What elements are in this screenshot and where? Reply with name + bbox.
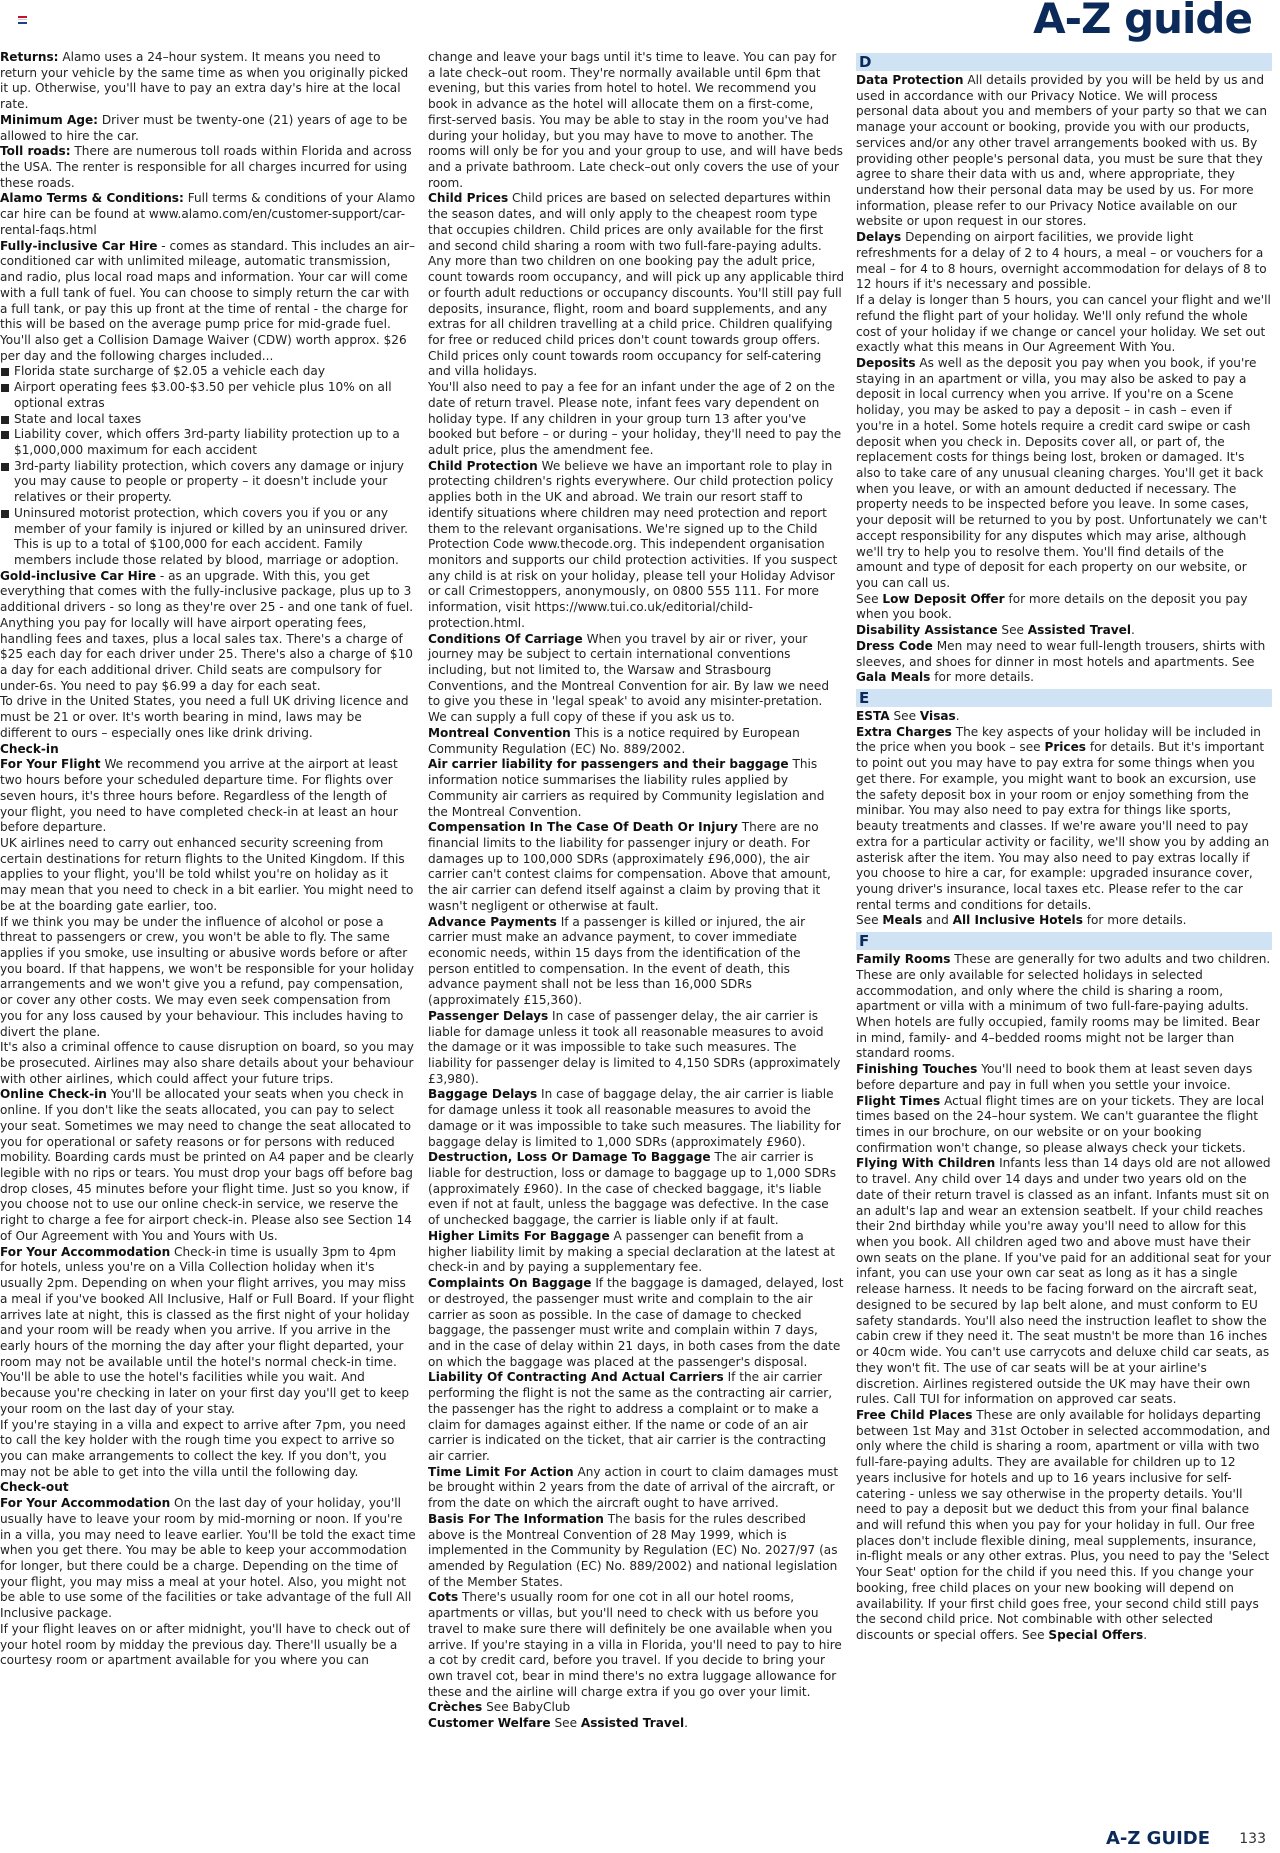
column-2 xyxy=(428,50,844,1810)
term-text: change and leave your bags until it's time to leave. You can pay for a late check–out room. They're normally available until 6pm that evening, but this varies from hotel to hotel. We recommend you book in advance as the hotel will allocate them on a first-come, first-served basis. You may be able to stay in the room you've had during your holiday, but you may have to move to another. The rooms will only be for you and your group to use, and will have beds and a private bathroom. Late check–out only covers the use of your room. xyxy=(428,50,843,190)
bullet-list xyxy=(0,364,416,568)
term-text: There's usually room for one cot in all our hotel rooms, apartments or villas, but you'll need to check with us before you travel to make sure there will definitely be one available when you arrive. If you're staying in a villa in Florida, you'll need to pay to hire a cot by credit card, before you travel. If you decide to bring your own travel cot, bear in mind there's no extra luggage allowance for these and the airline will charge extra if you go over your limit. xyxy=(428,1590,842,1699)
column-3 xyxy=(856,50,1272,1810)
term-text: for more details. xyxy=(1082,913,1187,928)
paragraph xyxy=(0,616,416,695)
term-heading: Returns: xyxy=(0,50,59,64)
term-text: Anything you pay for locally will have airport operating fees, handling fees and taxes, plus a local sales tax. There's a charge of $25 each day for each driver under 25. There's also a charge of $10 a day for each additional driver. Child seats are compulsory for under-6s. You need to pay $6.99 a day for each seat. xyxy=(0,615,413,693)
cross-reference: Assisted Travel xyxy=(580,1716,685,1731)
cross-reference: Assisted Travel xyxy=(1027,623,1132,638)
paragraph xyxy=(428,1716,844,1732)
term-text: It's also a criminal offence to cause disruption on board, so you may be prosecuted. Airlines may also share details about your behaviour with other airlines, which could affect your future trips. xyxy=(0,1040,414,1086)
term-text: You'll need to book them at least seven days before departure and pay in full when you settle your invoice. xyxy=(856,1062,1253,1092)
column-1 xyxy=(0,50,416,1810)
term-text: Driver must be twenty-one (21) years of age to be allowed to hire the car. xyxy=(0,112,408,143)
term-text: A passenger can benefit from a higher liability limit by making a special declaration at the latest at check-in and by paying a supplementary fee. xyxy=(428,1228,836,1275)
term-text: See xyxy=(889,709,920,724)
term-text: UK airlines need to carry out enhanced security screening from certain destinations for return flights to the United Kingdom. If this applies to your flight, you'll be told whilst you're on holiday as it may mean that you need to check in a bit earlier. You might need to be at the boarding gate earlier, too. xyxy=(0,835,414,913)
paragraph xyxy=(428,820,844,914)
term-heading: For Your Accommodation xyxy=(0,1496,171,1511)
term-text: In case of passenger delay, the air carrier is liable for damage unless it took all reasonable measures to avoid the damage or it was impossible to take such measures. The liability for passenger delay is limited to 4,150 SDRs (approximately £3,980). xyxy=(428,1008,841,1086)
term-text: If a delay is longer than 5 hours, you can cancel your flight and we'll refund the flight part of your holiday. We'll only refund the whole cost of your holiday if we change or cancel your holiday. We set out exactly what this means in Our Agreement With You. xyxy=(856,293,1271,355)
footer-label: A-Z GUIDE xyxy=(1105,1828,1210,1849)
term-text: As well as the deposit you pay when you book, if you're staying in an apartment or villa, you may also be asked to pay a deposit in local currency when you arrive. If you're on a Scene holiday, you may be asked to pay a deposit – in cash – even if you're in a hotel. Some hotels require a credit card swipe or cash deposit when you check in. Deposits cover all, or part of, the replacement costs for things being lost, broken or damaged. It's also to take care of any unusual cleaning charges. You'll get it back when you leave, or with an amount deducted if necessary. The property needs to be inspected before you leave. In some cases, your deposit will be returned to you by post. Unfortunately we can't accept responsibility for any disputes which may arise, although we'll try to help you to resolve them. You'll find details of the amount and type of deposit for each property on our website, or you can call us. xyxy=(856,355,1267,590)
term-heading: ESTA xyxy=(856,709,890,724)
paragraph xyxy=(0,1496,416,1622)
paragraph xyxy=(856,913,1272,929)
term-heading: Crèches xyxy=(428,1700,483,1715)
list-item: Uninsured motorist protection, which covers you if you or any member of your family is injured or killed by an uninsured driver. This is up to a total of $100,000 for each accident. Family members include those related by blood, marriage or adoption. xyxy=(0,506,416,569)
cross-reference: All Inclusive Hotels xyxy=(952,913,1083,928)
paragraph xyxy=(0,113,416,144)
term-text: The basis for the rules described above is the Montreal Convention of 28 May 1999, which is implemented in the Community by Regulation (EC) No. 2027/97 (as amended by Regulation (EC) No. 889/2002) and national legislation of the Member States. xyxy=(428,1511,838,1589)
term-heading: Extra Charges xyxy=(856,724,952,739)
term-text: Child prices are based on selected departures within the season dates, and will only apply to the cheapest room type that occupies children. Child prices are only available for the first and second child sharing a room with two full-fare-paying adults. Any more than two children on one booking pay the adult price, count towards room occupancy, and will pick up any applicable third or fourth adult reductions or occupancy discounts. You'll still pay full deposits, insurance, flight, room and board supplements, and any extras for all children travelling at a child price. Children qualifying for free or reduced child prices don't count towards group offers. Child prices only count towards room occupancy for self-catering and villa holidays. xyxy=(428,191,845,379)
cross-reference: Prices xyxy=(1044,740,1086,755)
term-heading: Dress Code xyxy=(856,638,933,653)
term-text: See BabyClub xyxy=(482,1700,571,1715)
term-heading: Passenger Delays xyxy=(428,1008,549,1023)
term-text: All details provided by you will be held by us and used in accordance with our Privacy Notice. We will process personal data about you and members of your party so that we can manage your account or booking, provide you with our products, services and/or any other travel arrangements booked with us. By providing other people's personal data, you must be sure that they agree to share their data with us and, where appropriate, they understand how their personal data may be used by us. For more information, please refer to our Privacy Notice available on our website or upon request in our stores. xyxy=(856,73,1267,229)
term-heading: Toll roads: xyxy=(0,144,71,159)
term-heading: Time Limit For Action xyxy=(428,1464,574,1479)
term-heading: For Your Accommodation xyxy=(0,1244,171,1259)
term-text: and xyxy=(922,913,953,928)
paragraph xyxy=(856,952,1272,1062)
term-heading: Data Protection xyxy=(856,73,964,87)
paragraph xyxy=(0,757,416,836)
term-heading: Destruction, Loss Or Damage To Baggage xyxy=(428,1150,711,1165)
term-text: If the baggage is damaged, delayed, lost or destroyed, the passenger must write and complain to the air carrier as soon as possible. In the case of damage to checked baggage, the passenger must write and complain within 7 days, and in the case of delay within 21 days, in both cases from the date on which the baggage was placed at the passenger's disposal. xyxy=(428,1276,844,1369)
term-text: See xyxy=(856,591,883,606)
term-text: This is a notice required by European Community Regulation (EC) No. 889/2002. xyxy=(428,725,800,756)
cross-reference: Visas xyxy=(919,709,956,724)
term-text: Check-in time is usually 3pm to 4pm for hotels, unless you're on a Villa Collection holiday when it's usually 2pm. Depending on when your flight arrives, you may miss a meal if you've booked All Inclusive, Half or Full Board. If your flight arrives late at night, this is classed as the first night of your holiday and your room will be ready when you arrive. If you arrive in the early hours of the morning the day after your flight departed, your room may not be available until the hotel's normal check-in time. You'll be able to use the hotel's facilities while you wait. And because you're checking in later on your first day you'll get to keep your room on the last day of your stay. xyxy=(0,1244,414,1416)
term-heading: Child Protection xyxy=(428,458,538,473)
section-letter: D xyxy=(856,53,1272,71)
paragraph xyxy=(856,1408,1272,1644)
paragraph xyxy=(428,1150,844,1229)
list-item: 3rd-party liability protection, which covers any damage or injury you may cause to people or property – it doesn't include your relatives or their property. xyxy=(0,459,416,506)
paragraph xyxy=(0,569,416,616)
term-heading: Minimum Age: xyxy=(0,112,99,127)
paragraph xyxy=(856,1156,1272,1408)
section-letter: E xyxy=(856,689,1272,707)
term-text: These are generally for two adults and two children. These are only available for selected holidays in selected accommodation, and only where the child is sharing a room, apartment or villa with a minimum of two full-fare-paying adults. When hotels are fully occupied, family rooms may be limited. Bear in mind, family- and 4–bedded rooms might not be larger than standard rooms. xyxy=(856,952,1271,1061)
page-number: 133 xyxy=(1239,1831,1266,1847)
section-heading: Check-in xyxy=(0,741,59,756)
term-text: . xyxy=(1131,623,1135,638)
term-text: Actual flight times are on your tickets. They are local times based on the 24–hour system. We can't guarantee the flight times in our brochure, on our website or on your booking confirmation won't change, so please always check your tickets. xyxy=(856,1093,1265,1155)
term-text: You'll also need to pay a fee for an infant under the age of 2 on the date of return travel. Please note, infant fees vary dependent on holiday type. If any children in your group turn 13 after you've booked but before – or during – your holiday, they'll need to pay the adult price, plus the amendment fee. xyxy=(428,380,842,457)
term-heading: Fully-inclusive Car Hire xyxy=(0,238,158,253)
term-heading: Flight Times xyxy=(856,1093,941,1108)
paragraph xyxy=(428,459,844,632)
term-text: See xyxy=(550,1716,581,1731)
term-heading: Gold-inclusive Car Hire xyxy=(0,568,157,583)
term-text: - comes as standard. This includes an air–conditioned car with unlimited mileage, automatic transmission, and radio, plus local road maps and information. Your car will come with a full tank of fuel. You can choose to simply return the car with a full tank, or pay this up front at the time of rental - the charge for this will be based on the average pump price for mid-grade fuel. You'll also get a Collision Damage Waiver (CDW) worth approx. $26 per day and the following charges included... xyxy=(0,238,416,363)
term-text: If the air carrier performing the flight is not the same as the contracting air carrier, the passenger has the right to address a complaint or to make a claim for damages against either. If the name or code of an air carrier is indicated on the ticket, that air carrier is the contracting air carrier. xyxy=(428,1370,833,1463)
term-text: . xyxy=(955,709,960,724)
cross-reference: Low Deposit Offer xyxy=(882,591,1005,606)
term-heading: Liability Of Contracting And Actual Carriers xyxy=(428,1370,724,1385)
paragraph xyxy=(0,694,416,741)
paragraph xyxy=(0,191,416,238)
term-heading: Basis For The Information xyxy=(428,1511,604,1526)
term-text: This information notice summarises the liability rules applied by Community air carriers as required by Community legislation and the Montreal Convention. xyxy=(428,757,825,819)
list-item: Liability cover, which offers 3rd-party liability protection up to a $1,000,000 maximum for each accident xyxy=(0,427,416,458)
paragraph xyxy=(0,239,416,365)
section-letter: F xyxy=(856,932,1272,950)
paragraph xyxy=(428,726,844,757)
term-text: See xyxy=(856,913,883,928)
paragraph xyxy=(0,1245,416,1418)
term-text: You'll be allocated your seats when you check in online. If you don't like the seats allocated, you can pay to select your seat. Sometimes we may need to change the seat allocated to you for operational or safety reasons or for persons with reduced mobility. Boarding cards must be printed on A4 paper and be clearly legible with no rips or tears. You must drop your bags off before bag drop closes, 45 minutes before your flight time. Just so you know, if you choose not to use our online check-in service, we reserve the right to charge a fee for airport check-in. Please also see Section 14 of Our Agreement with You and Yours with Us. xyxy=(0,1087,414,1243)
paragraph xyxy=(856,230,1272,293)
cross-reference: Gala Meals xyxy=(856,670,931,685)
term-heading: Finishing Touches xyxy=(856,1062,978,1077)
term-heading: Complaints On Baggage xyxy=(428,1276,592,1291)
term-heading: Customer Welfare xyxy=(428,1716,551,1731)
term-text: . xyxy=(1143,1628,1148,1642)
cross-reference: Meals xyxy=(882,913,923,928)
term-text: for details. But it's important to point out you may have to pay extra for some things when you get there. For example, you might want to book an excursion, use the safety deposit box in your room or enjoy something from the minibar. You may also need to pay extra for things like sports, beauty treatments and classes. If we're aware you'll need to pay extra for a particular activity or facility, we'll show you by adding an asterisk after the item. You may also need to pay extras locally if you choose to hire a car, for example: upgraded insurance cover, young driver's insurance, local taxes etc. Please refer to the car rental terms and conditions for details. xyxy=(856,740,1270,912)
term-heading: Higher Limits For Baggage xyxy=(428,1228,610,1243)
paragraph xyxy=(0,1418,416,1481)
paragraph xyxy=(856,725,1272,914)
paragraph xyxy=(428,1370,844,1464)
paragraph xyxy=(856,592,1272,623)
term-heading: Free Child Places xyxy=(856,1407,973,1422)
term-text: Depending on airport facilities, we provide light refreshments for a delay of 2 to 4 hours, a meal – or vouchers for a meal – for 4 to 8 hours, overnight accommodation for delays of 8 to 12 hours if it's necessary and possible. xyxy=(856,230,1267,292)
term-heading: Cots xyxy=(428,1590,459,1605)
term-heading: For Your Flight xyxy=(0,757,101,772)
paragraph xyxy=(428,50,844,191)
paragraph xyxy=(856,1094,1272,1157)
term-heading: Montreal Convention xyxy=(428,725,571,740)
list-item: State and local taxes xyxy=(0,412,416,428)
term-text: On the last day of your holiday, you'll usually have to leave your room by mid-morning or noon. If you're in a villa, you may need to leave earlier. You'll be told the exact time when you get there. You may be able to keep your accommodation for longer, but there could be a charge. Depending on the time of your flight, you may miss a meal at your hotel. Also, you might not be able to use some of the facilities or take advantage of the full All Inclusive package. xyxy=(0,1496,416,1621)
list-item: Florida state surcharge of $2.05 a vehicle each day xyxy=(0,364,416,380)
term-heading: Flying With Children xyxy=(856,1156,996,1171)
term-heading: Air carrier liability for passengers and their baggage xyxy=(428,757,789,772)
term-text: The key aspects of your holiday will be included in the price when you book – see xyxy=(856,724,1261,755)
paragraph xyxy=(428,380,844,459)
paragraph xyxy=(0,915,416,1041)
paragraph xyxy=(856,1062,1272,1093)
term-text: We recommend you arrive at the airport at least two hours before your scheduled departure time. For flights over seven hours, it's three hours before. Regardless of the length of your flight, you need to have completed check-in at least an hour before departure. xyxy=(0,757,398,835)
page-title: A-Z guide xyxy=(1033,0,1252,43)
paragraph xyxy=(428,1590,844,1700)
term-text: To drive in the United States, you need a full UK driving licence and must be 21 or over. It's worth bearing in mind, laws may be different to ours – especially ones like drink driving. xyxy=(0,694,409,740)
term-text: Any action in court to claim damages must be brought within 2 years from the date of arrival of the aircraft, or from the date on which the aircraft ought to have arrived. xyxy=(428,1464,839,1511)
term-heading: Child Prices xyxy=(428,191,509,206)
term-text: See xyxy=(997,623,1028,638)
paragraph xyxy=(0,50,416,113)
paragraph xyxy=(0,1087,416,1244)
term-heading: Conditions Of Carriage xyxy=(428,631,583,646)
paragraph xyxy=(0,144,416,191)
term-text: There are numerous toll roads within Florida and across the USA. The renter is responsible for all charges incurred for using these roads. xyxy=(0,144,412,190)
paragraph xyxy=(856,639,1272,686)
term-text: . xyxy=(684,1716,688,1731)
paragraph xyxy=(856,356,1272,592)
content-columns xyxy=(0,50,1280,1810)
paragraph xyxy=(428,1009,844,1088)
term-text: We believe we have an important role to play in protecting children's rights everywhere. Our child protection policy applies both in the UK and abroad. We train our resort staff to identify situations where children may need protection and report them to the relevant organisations. We're signed up to the Child Protection Code www.thecode.org. This independent organisation monitors and supports our child protection activities. If you suspect any child is at risk on your holiday, please tell your Holiday Advisor or call Crimestoppers, anonymously, on 0800 555 111. For more information, visit https://www.tui.co.uk/editorial/child-protection.html. xyxy=(428,458,838,630)
term-text: Alamo uses a 24–hour system. It means you need to return your vehicle by the same time as when you originally picked it up. Otherwise, you'll have to pay an extra day's hire at the local rate. xyxy=(0,50,409,112)
paragraph xyxy=(856,623,1272,639)
paragraph xyxy=(428,1465,844,1512)
term-text: The air carrier is liable for destruction, loss or damage to baggage up to 1,000 SDRs (approximately £960). In the case of checked baggage, it's liable even if not at fault, unless the baggage was defective. In the case of unchecked baggage, the carrier is liable only if at fault. xyxy=(428,1150,837,1228)
term-heading: Compensation In The Case Of Death Or Injury xyxy=(428,820,738,835)
paragraph xyxy=(428,915,844,1009)
term-heading: Deposits xyxy=(856,355,916,370)
paragraph xyxy=(0,1622,416,1669)
list-item: Airport operating fees $3.00-$3.50 per vehicle plus 10% on all optional extras xyxy=(0,380,416,411)
term-text: If you're staying in a villa and expect to arrive after 7pm, you need to call the key holder with the rough time you expect to arrive so you can make arrangements to collect the key. If you don't, you may not be able to get into the villa until the following day. xyxy=(0,1417,406,1479)
term-heading: Disability Assistance xyxy=(856,623,998,638)
paragraph xyxy=(856,293,1272,356)
term-heading: Advance Payments xyxy=(428,914,557,929)
cross-reference: Special Offers xyxy=(1048,1628,1144,1642)
term-text: for more details. xyxy=(930,670,1034,685)
paragraph xyxy=(428,1087,844,1150)
paragraph xyxy=(428,632,844,726)
paragraph xyxy=(428,191,844,380)
term-heading: Alamo Terms & Conditions: xyxy=(0,191,184,206)
term-text: for more details on the deposit you pay when you book. xyxy=(856,591,1248,622)
term-heading: Delays xyxy=(856,230,902,245)
term-text: Full terms & conditions of your Alamo car hire can be found at www.alamo.com/en/customer-support/car-rental-faqs.html xyxy=(0,191,416,237)
term-heading: Online Check-in xyxy=(0,1087,107,1102)
paragraph xyxy=(428,1229,844,1276)
term-text: There are no financial limits to the liability for passenger injury or death. For damages up to 100,000 SDRs (approximately £96,000), the air carrier can't contest claims for compensation. Above that amount, the air carrier can defend itself against a claim by proving that it wasn't negligent or otherwise at fault. xyxy=(428,820,831,913)
term-heading: Baggage Delays xyxy=(428,1087,538,1102)
term-text: If your flight leaves on or after midnight, you'll have to check out of your hotel room by midday the previous day. There'll usually be a courtesy room or apartment available for you where you can xyxy=(0,1621,410,1668)
term-text: - as an upgrade. With this, you get everything that comes with the fully-inclusive package, plus up to 3 additional drivers - so long as they're over 25 - and one tank of fuel. xyxy=(0,568,414,615)
paragraph xyxy=(428,1700,844,1716)
paragraph xyxy=(0,836,416,915)
term-text: In case of baggage delay, the air carrier is liable for damage unless it took all reasonable measures to avoid the damage or it was impossible to take such measures. The liability for baggage delay is limited to 1,000 SDRs (approximately £960). xyxy=(428,1087,841,1149)
term-text: Men may need to wear full-length trousers, shirts with sleeves, and shoes for dinner in most hotels and apartments. See xyxy=(856,638,1266,669)
paragraph xyxy=(428,757,844,820)
section-heading: Check-out xyxy=(0,1480,69,1495)
term-heading: Family Rooms xyxy=(856,952,951,967)
term-text: When you travel by air or river, your journey may be subject to certain international conventions including, but not limited to, the Warsaw and Strasbourg Conventions, and the Montreal Convention for air. By law we need to give you these in 'legal speak' to avoid any misinter-pretation. We can supply a full copy of these if you ask us to. xyxy=(428,631,829,725)
term-text: If a passenger is killed or injured, the air carrier must make an advance payment, to cover immediate economic needs, within 15 days from the identification of the person entitled to compensation. In the event of death, this advance payment shall not be less than 16,000 SDRs (approximately £15,360). xyxy=(428,914,806,1008)
flag-icon xyxy=(18,16,27,23)
term-text: Infants less than 14 days old are not allowed to travel. Any child over 14 days and under two years old on the date of their return travel is classed as an infant. Infants must sit on an adult's lap and wear an extension seatbelt. If your child reaches their 2nd birthday while you're away you'll need to allow for this when you book. All children aged two and above must have their own seats on the plane. If you've paid for an additional seat for your infant, you can use your own car seat as long as it has a single release harness. It needs to be facing forward on the aircraft seat, designed to be secured by lap belt alone, and must conform to EU safety standards. You'll also need the instruction leaflet to show the cabin crew if they need it. The seat mustn't be more than 16 inches or 40cm wide. You can't use carrycots and deluxe child car seats, as they won't fit. The use of car seats will be at your airline's discretion. Airlines registered outside the UK may have their own rules. Call TUI for information on approved car seats. xyxy=(856,1156,1272,1407)
term-text: If we think you may be under the influence of alcohol or pose a threat to passengers or crew, you won't be able to fly. The same applies if you smoke, use insulting or abusive words before or after you board. If that happens, we won't be responsible for your holiday arrangements and we won't give you a refund, pay compensation, or cover any other costs. We may even seek compensation from you for any loss caused by your behaviour. This includes having to divert the plane. xyxy=(0,914,414,1039)
paragraph xyxy=(856,73,1272,230)
paragraph xyxy=(428,1276,844,1370)
paragraph xyxy=(856,709,1272,725)
paragraph xyxy=(0,1040,416,1087)
term-text: These are only available for holidays departing between 1st May and 31st October in selected accommodation, and only where the child is sharing a room, apartment or villa with two full-fare-paying adults. They are available for children up to 12 years inclusive for hotels and up to 16 years inclusive for self-catering - unless we say otherwise in the property details. You'll need to pay a deposit but we deduct this from your final balance and will refund this when you pay for your holiday in full. Our free places don't include flexible dining, meal supplements, insurance, in-flight meals or any other extras. Plus, you need to pay the 'Select Your Seat' option for the child if you need this. If you change your booking, free child places on your new booking will depend on availability. If your first child goes free, your second child still pays the second child price. Not combinable with other selected discounts or special offers. See xyxy=(856,1407,1271,1642)
paragraph xyxy=(428,1512,844,1591)
